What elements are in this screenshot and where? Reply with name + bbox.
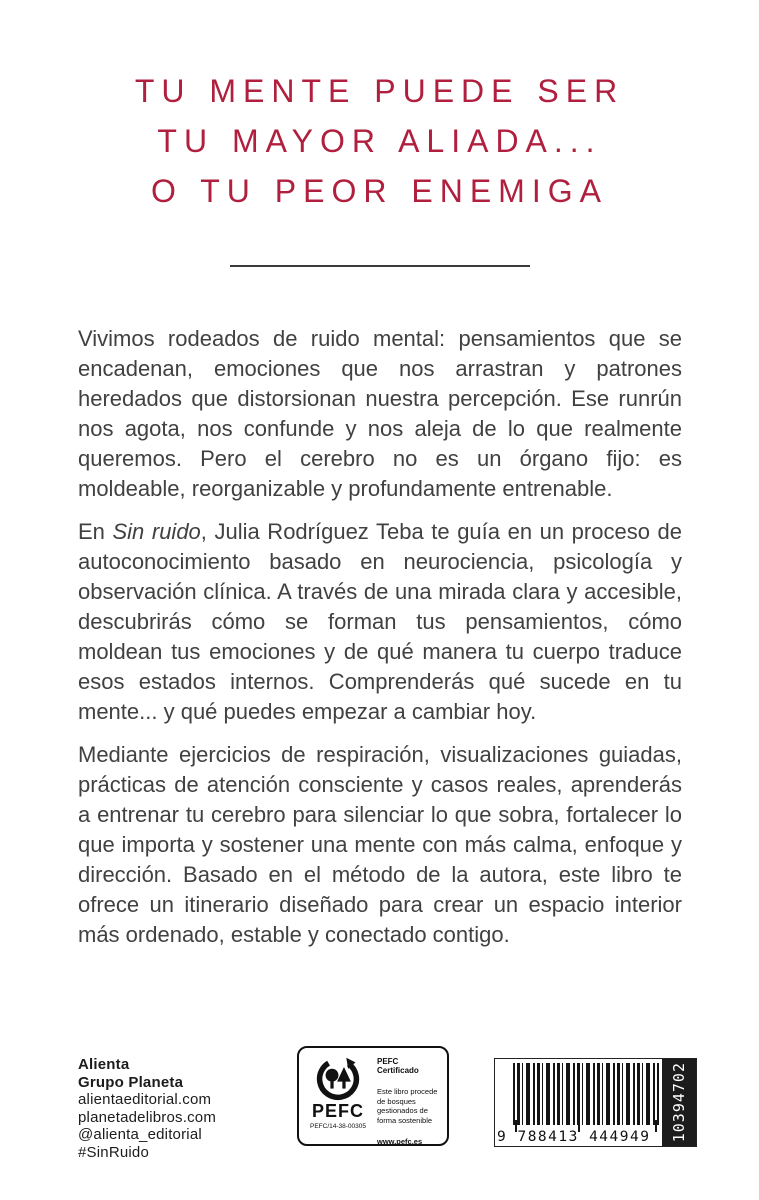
pefc-certified-label: PEFC Certificado	[377, 1057, 419, 1075]
headline	[0, 66, 759, 216]
barcode-side-code: 10394702	[670, 1062, 688, 1143]
paragraph-2-prefix: En	[78, 519, 113, 544]
pefc-claim-text: Este libro procede de bosques gestionados de forma sostenible	[377, 1087, 438, 1125]
synopsis-paragraph-3: Mediante ejercicios de respiración, visualizaciones guiadas, prácticas de atención consciente y casos reales, aprenderás a entrenar tu cerebro para silenciar lo que sobra, fortalecer lo que importa y sostener una mente con más calma, enfoque y dirección. Basado en el método de la autora, este libro te ofrece un itinerario diseñado para crear un espacio interior más ordenado, estable y conectado contigo.	[78, 742, 682, 947]
publisher-hashtag: #SinRuido	[78, 1143, 150, 1161]
headline-line-3: O TU PEOR ENEMIGA	[151, 173, 608, 209]
isbn-barcode	[494, 1058, 697, 1147]
barcode-guard-right	[655, 1120, 657, 1132]
isbn-number: 9 788413 444949	[497, 1129, 651, 1145]
pefc-wordmark: PEFC	[311, 1101, 364, 1121]
publisher-website-1: alientaeditorial.com	[78, 1091, 212, 1108]
pefc-certification-label	[297, 1046, 449, 1146]
synopsis	[78, 324, 682, 963]
book-title: Sin ruido	[112, 519, 201, 544]
publisher-social-handle: @alienta_editorial	[78, 1126, 202, 1143]
barcode-bars	[513, 1063, 659, 1125]
synopsis-paragraph-1: Vivimos rodeados de ruido mental: pensamientos que se encadenan, emociones que nos arrastran y patrones heredados que distorsionan nuestra percepción. Ese runrún nos agota, nos confunde y nos aleja de lo que realmente queremos. Pero el cerebro no es un órgano fijo: es moldeable, reorganizable y profundamente entrenable.	[78, 326, 682, 501]
pefc-trees-icon	[315, 1055, 361, 1101]
paragraph-2-rest: , Julia Rodríguez Teba te guía en un proceso de autoconocimiento basado en neurociencia, psicología y observación clínica. A través de una mirada clara y accesible, descubrirás cómo se forman tus pensamientos, cómo moldean tus emociones y de qué manera tu cuerpo traduce esos estados internos. Comprenderás qué sucede en tu mente... y qué puedes empezar a cambiar hoy.	[78, 519, 682, 724]
publisher-website-2: planetadelibros.com	[78, 1108, 217, 1126]
barcode-area	[495, 1059, 662, 1146]
publisher-imprint: Alienta	[78, 1056, 130, 1073]
pefc-text-column	[370, 1053, 442, 1146]
pefc-url: www.pefc.es	[377, 1137, 423, 1146]
headline-line-2: TU MAYOR ALIADA...	[157, 123, 602, 159]
pefc-logo-column	[306, 1053, 370, 1139]
barcode-side-strip	[662, 1059, 696, 1146]
headline-line-1: TU MENTE PUEDE SER	[134, 73, 625, 109]
pefc-license-number: PEFC/14-38-00305	[309, 1123, 366, 1130]
publisher-group: Grupo Planeta	[78, 1073, 184, 1091]
publisher-block	[78, 1056, 216, 1161]
divider-rule	[230, 265, 530, 267]
synopsis-paragraph-2	[78, 517, 682, 727]
